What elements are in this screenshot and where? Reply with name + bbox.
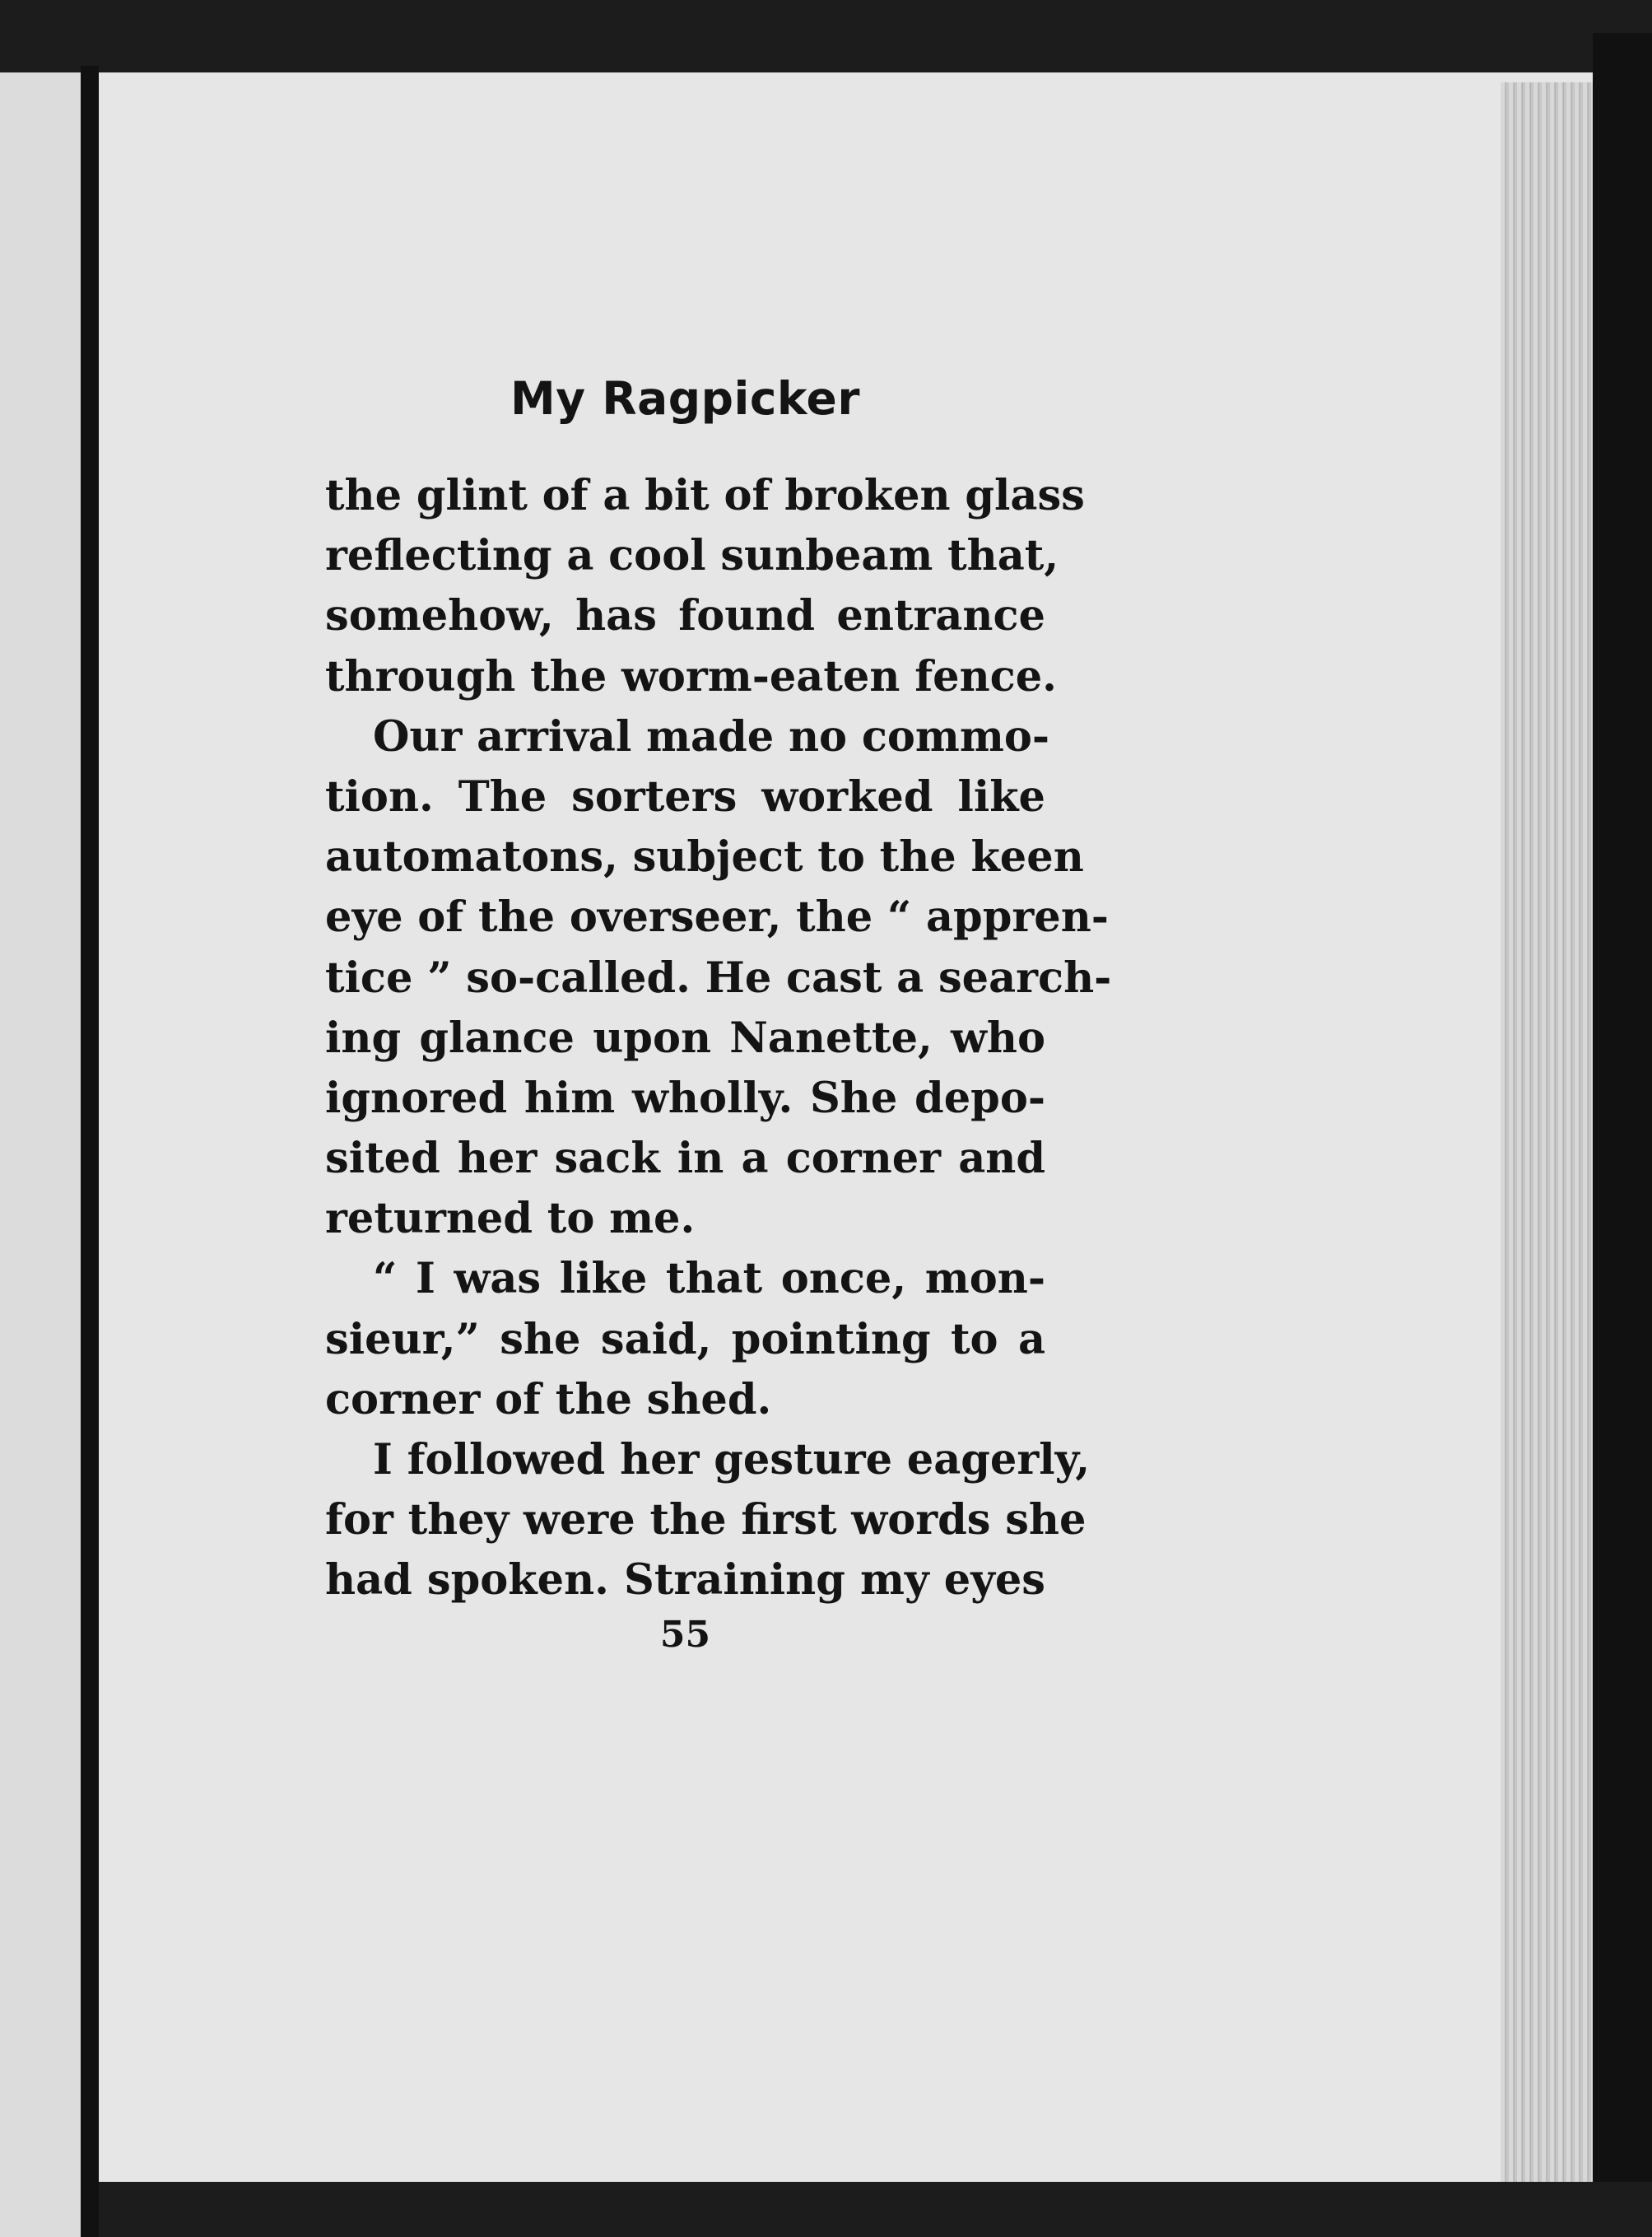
text-line: automatons, subject to the keen (325, 832, 1084, 883)
text-line: sieur,” she said, pointing to a (325, 1314, 1045, 1364)
scan-bottom-shadow (92, 2182, 1652, 2237)
text-line: reflecting a cool sunbeam that, (325, 531, 1059, 581)
scan-top-shadow (0, 0, 1652, 74)
text-line: sited her sack in a corner and (325, 1134, 1045, 1184)
book-spine-gutter (81, 66, 99, 2237)
text-line: ing glance upon Nanette, who (325, 1013, 1045, 1063)
text-line: returned to me. (325, 1194, 696, 1244)
page-fore-edge (1501, 82, 1599, 2190)
text-line: for they were the first words she (325, 1495, 1087, 1545)
running-head: My Ragpicker (510, 372, 860, 425)
text-line: “ I was like that once, mon- (373, 1254, 1045, 1304)
text-line: somehow, has found entrance (325, 591, 1045, 641)
text-line: ignored him wholly. She depo- (325, 1073, 1045, 1123)
page-number: 55 (659, 1614, 711, 1656)
body-text (325, 466, 1112, 1611)
text-line: Our arrival made no commo- (373, 711, 1050, 762)
left-page-edge (0, 72, 92, 2237)
text-line: tice ” so-called. He cast a search- (325, 953, 1112, 1003)
text-line: the glint of a bit of broken glass (325, 471, 1085, 520)
text-line: I followed her gesture eagerly, (373, 1435, 1091, 1484)
text-line: had spoken. Straining my eyes (325, 1555, 1045, 1606)
text-line: eye of the overseer, the “ appren- (325, 892, 1109, 943)
text-line: tion. The sorters worked like (325, 771, 1045, 822)
text-line: through the worm-eaten fence. (325, 651, 1057, 701)
right-cover-edge (1593, 33, 1652, 2237)
text-line: corner of the shed. (325, 1374, 772, 1424)
